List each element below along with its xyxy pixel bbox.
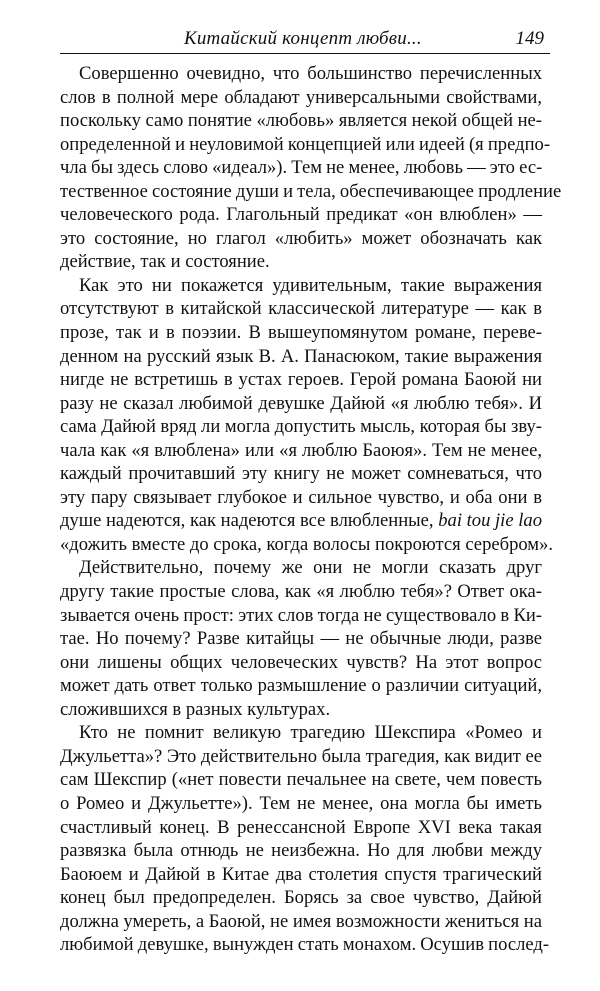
text-line: другу такие простые слова, как «я люблю тебя»? Ответ ока- <box>60 581 542 603</box>
text-line: зывается очень прост: этих слов тогда не существовало в Ки- <box>60 604 542 626</box>
text-line: человеческого рода. Глагольный предикат «он влюблен» — <box>60 204 542 226</box>
text-line: действие, так и состояние. <box>60 251 270 273</box>
italic-transliteration: bai tou jie lao <box>438 510 542 532</box>
text-line: тественное состояние души и тела, обеспечивающее продление <box>60 180 562 202</box>
text-line: Действительно, почему же они не могли сказать друг <box>79 557 542 579</box>
text-line: эту пару связывает глубокое и сильное чувство, и оба они в <box>60 486 542 508</box>
text-line-with-italic <box>60 509 542 533</box>
text-line: слов в полной мере обладают универсальными свойствами, <box>60 86 542 108</box>
text-line: счастливый конец. В ренессансной Европе XVI века такая <box>60 816 542 838</box>
text-line: это состояние, но глагол «любить» может обозначать как <box>60 227 542 249</box>
text-line: Как это ни покажется удивительным, такие выражения <box>79 274 542 296</box>
running-header-title: Китайский концепт любви... <box>184 28 422 49</box>
page-number: 149 <box>515 28 544 49</box>
text-line: чала как «я влюблена» или «я люблю Баоюя». Тем не менее, <box>60 439 542 461</box>
running-header <box>60 22 550 52</box>
text-line: «дожить вместе до срока, когда волосы покроются серебром». <box>60 533 554 555</box>
text-line: нигде не встретишь в устах героев. Герой романа Баоюй ни <box>60 369 542 391</box>
text-line: отсутствуют в китайской классической литературе — как в <box>60 298 542 320</box>
text-line: сам Шекспир («нет повести печальнее на свете, чем повесть <box>60 769 542 791</box>
text-line: поскольку само понятие «любовь» является некой общей не- <box>60 110 542 132</box>
text-line: каждый прочитавший эту книгу не может сомневаться, что <box>60 463 542 485</box>
body-text <box>60 62 562 957</box>
text-line: развязка была отнюдь не неизбежна. Но для любви между <box>60 840 542 862</box>
text-run: душе надеются, как надеются все влюбленные, <box>60 510 439 532</box>
text-line: они лишены общих человеческих чувств? На этот вопрос <box>60 651 542 673</box>
text-line: может дать ответ только размышление о различии ситуаций, <box>60 675 542 697</box>
text-line: разу не сказал любимой девушке Дайюй «я люблю тебя». И <box>60 392 542 414</box>
text-line: Кто не помнит великую трагедию Шекспира «Ромео и <box>79 722 542 744</box>
text-line: прозе, так и в поэзии. В вышеупомянутом романе, переве- <box>60 322 542 344</box>
text-line: сложившихся в разных культурах. <box>60 698 331 720</box>
text-line: Джульетта»? Это действительно была трагедия, как видит ее <box>60 745 542 767</box>
text-line: о Ромео и Джульетте»). Тем не менее, она могла бы иметь <box>60 792 542 814</box>
text-line: Баоюем и Дайюй в Китае два столетия спустя трагический <box>60 863 542 885</box>
text-line: денном на русский язык В. А. Панасюком, такие выражения <box>60 345 542 367</box>
header-rule <box>60 53 550 54</box>
text-line: тае. Но почему? Разве китайцы — не обычные люди, разве <box>60 628 542 650</box>
text-line: любимой девушке, вынужден стать монахом. Осушив послед- <box>60 934 550 956</box>
text-line: определенной и неуловимой концепцией или идеей (я предпо- <box>60 133 551 155</box>
text-line: чла бы здесь слово «идеал»). Тем не менее, любовь — это ес- <box>60 157 543 179</box>
text-line: сама Дайюй вряд ли могла допустить мысль, которая бы зву- <box>60 416 542 438</box>
text-line: должна умереть, а Баоюй, не имея возможности жениться на <box>60 910 542 932</box>
text-line: конец был предопределен. Борясь за свое чувство, Дайюй <box>60 887 542 909</box>
text-line: Совершенно очевидно, что большинство перечисленных <box>79 63 542 84</box>
